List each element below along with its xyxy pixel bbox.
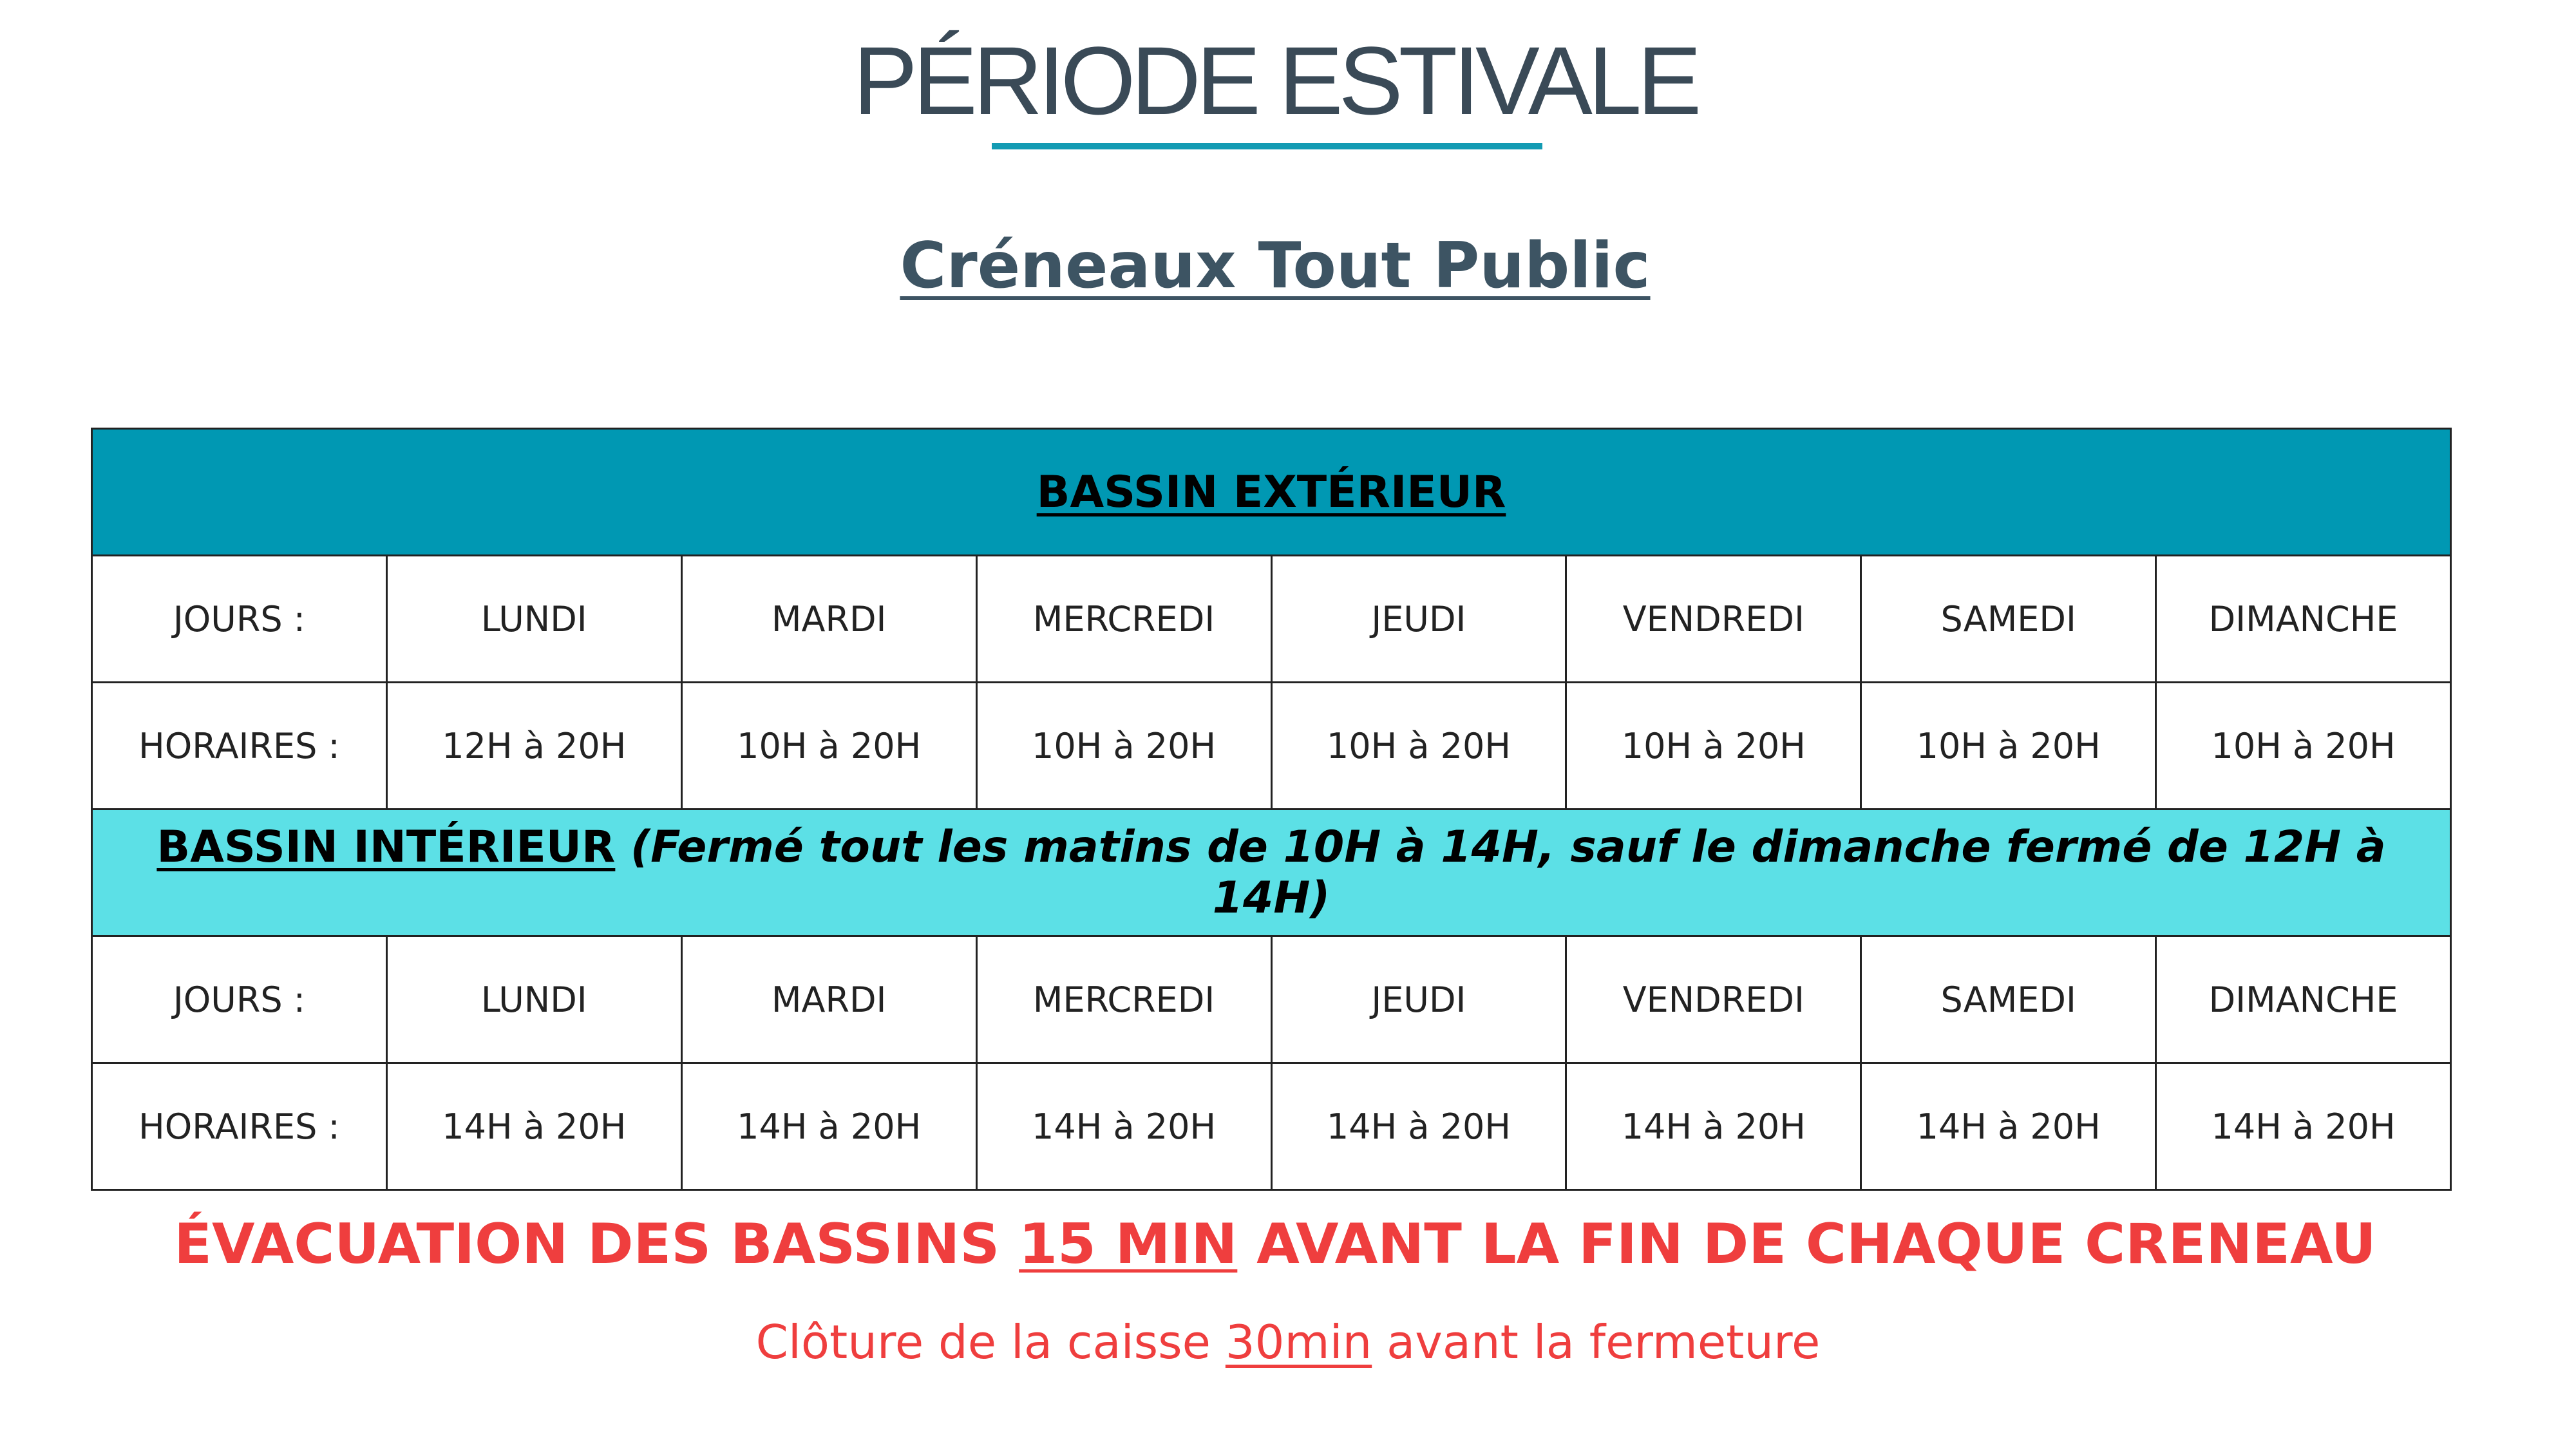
interior-section-header-row	[92, 810, 2451, 936]
exterior-day-jeudi: JEUDI	[1271, 556, 1566, 683]
interior-hours-label: HORAIRES :	[92, 1063, 387, 1190]
interior-day-mardi: MARDI	[681, 936, 976, 1063]
interior-day-lundi: LUNDI	[386, 936, 681, 1063]
interior-hours-mardi: 14H à 20H	[681, 1063, 976, 1190]
interior-hours-jeudi: 14H à 20H	[1271, 1063, 1566, 1190]
exterior-day-mardi: MARDI	[681, 556, 976, 683]
exterior-days-label: JOURS :	[92, 556, 387, 683]
evacuation-warning-duration: 15 MIN	[1019, 1212, 1238, 1276]
interior-hours-vendredi: 14H à 20H	[1566, 1063, 1861, 1190]
cash-closing-note	[0, 1317, 2576, 1368]
cash-closing-prefix: Clôture de la caisse	[755, 1315, 1211, 1369]
exterior-days-row	[92, 556, 2451, 683]
interior-hours-dimanche: 14H à 20H	[2156, 1063, 2451, 1190]
exterior-hours-label: HORAIRES :	[92, 683, 387, 810]
exterior-section-header-row	[92, 429, 2451, 556]
cash-closing-suffix: avant la fermeture	[1387, 1315, 1821, 1369]
evacuation-warning-suffix: AVANT LA FIN DE CHAQUE CRENEAU	[1256, 1212, 2376, 1276]
schedule-table	[91, 428, 2452, 1191]
evacuation-warning	[0, 1214, 2550, 1275]
interior-day-vendredi: VENDREDI	[1566, 936, 1861, 1063]
exterior-day-lundi: LUNDI	[386, 556, 681, 683]
page-title: PÉRIODE ESTIVALE	[853, 26, 1698, 135]
interior-hours-row	[92, 1063, 2451, 1190]
interior-section-title: BASSIN INTÉRIEUR	[156, 822, 616, 873]
exterior-day-mercredi: MERCREDI	[976, 556, 1271, 683]
exterior-hours-mercredi: 10H à 20H	[976, 683, 1271, 810]
exterior-hours-row	[92, 683, 2451, 810]
exterior-hours-samedi: 10H à 20H	[1861, 683, 2156, 810]
exterior-hours-mardi: 10H à 20H	[681, 683, 976, 810]
evacuation-warning-prefix: ÉVACUATION DES BASSINS	[174, 1212, 1000, 1276]
exterior-section-header	[92, 429, 2451, 556]
interior-hours-mercredi: 14H à 20H	[976, 1063, 1271, 1190]
exterior-hours-lundi: 12H à 20H	[386, 683, 681, 810]
exterior-hours-vendredi: 10H à 20H	[1566, 683, 1861, 810]
interior-section-header	[92, 810, 2451, 936]
interior-hours-samedi: 14H à 20H	[1861, 1063, 2156, 1190]
interior-day-mercredi: MERCREDI	[976, 936, 1271, 1063]
interior-day-jeudi: JEUDI	[1271, 936, 1566, 1063]
exterior-day-dimanche: DIMANCHE	[2156, 556, 2451, 683]
title-underline-rule	[992, 143, 1542, 149]
exterior-section-title: BASSIN EXTÉRIEUR	[1036, 466, 1506, 518]
exterior-hours-jeudi: 10H à 20H	[1271, 683, 1566, 810]
interior-hours-lundi: 14H à 20H	[386, 1063, 681, 1190]
interior-closure-note: (Fermé tout les matins de 10H à 14H, sauf le dimanche fermé de 12H à 14H)	[630, 822, 2386, 923]
exterior-day-vendredi: VENDREDI	[1566, 556, 1861, 683]
cash-closing-duration: 30min	[1225, 1315, 1372, 1369]
exterior-hours-dimanche: 10H à 20H	[2156, 683, 2451, 810]
page-subtitle: Créneaux Tout Public	[900, 229, 1651, 303]
interior-days-row	[92, 936, 2451, 1063]
interior-days-label: JOURS :	[92, 936, 387, 1063]
interior-day-samedi: SAMEDI	[1861, 936, 2156, 1063]
interior-day-dimanche: DIMANCHE	[2156, 936, 2451, 1063]
exterior-day-samedi: SAMEDI	[1861, 556, 2156, 683]
